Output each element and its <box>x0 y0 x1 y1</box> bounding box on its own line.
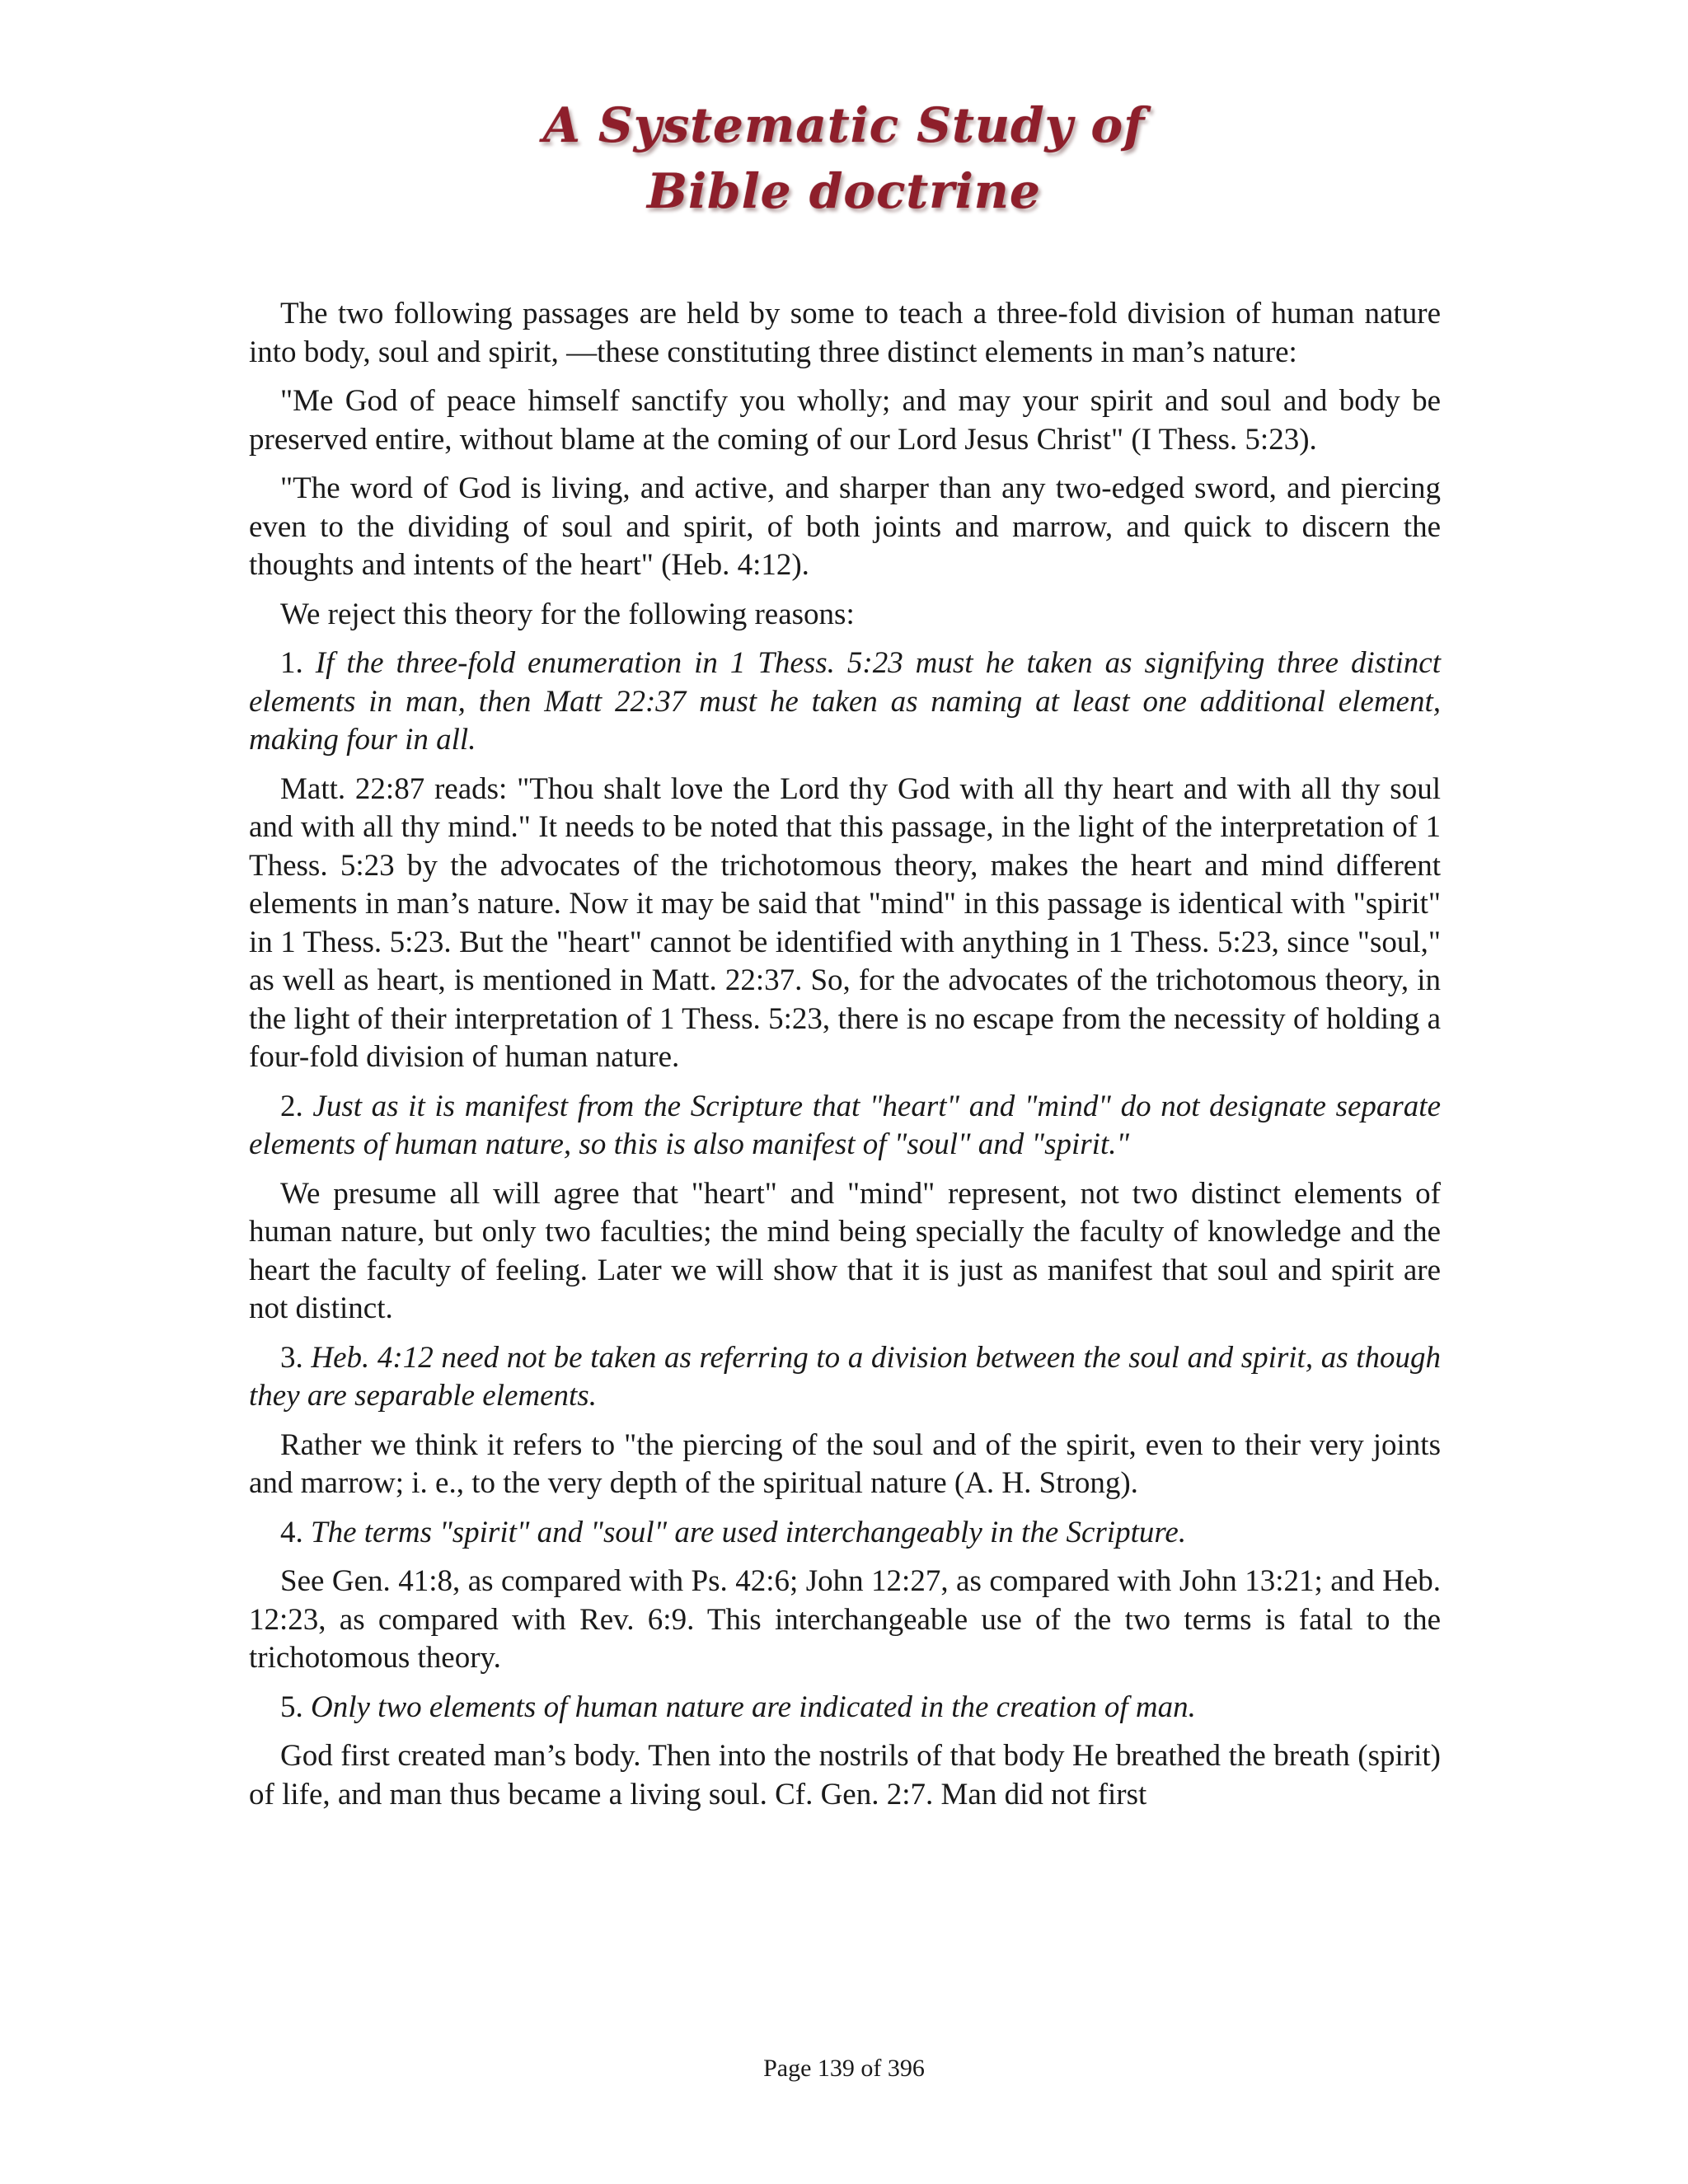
point-number: 1. <box>280 646 303 680</box>
paragraph: Matt. 22:87 reads: "Thou shalt love the Lord thy God with all thy heart and with all thy soul and with all thy mind." It needs to be noted that this passage, in the light of the interpretation of 1 Thess. 5:23 by the advocates of the trichotomous theory, makes the heart and mind different elements in man’s nature. Now it may be said that "mind" in this passage is identical with "spirit" in 1 Thess. 5:23. But the "heart" cannot be identified with anything in 1 Thess. 5:23, since "soul," as well as heart, is mentioned in Matt. 22:37. So, for the advocates of the trichotomous theory, in the light of their interpretation of 1 Thess. 5:23, there is no escape from the necessity of holding a four-fold division of human nature. <box>249 771 1441 1074</box>
point-number: 2. <box>280 1089 303 1123</box>
page-body <box>249 295 1441 1825</box>
point-number: 3. <box>280 1340 303 1375</box>
paragraph: We reject this theory for the following reasons: <box>280 597 855 631</box>
paragraph: The two following passages are held by some to teach a three-fold division of human nature into body, soul and spirit, —these constituting three distinct elements in man’s nature: <box>249 297 1441 369</box>
logo-line-1: A Systematic Study of <box>542 97 1146 153</box>
paragraph: Rather we think it refers to "the piercing of the soul and of the spirit, even to their very joints and marrow; i. e., to the very depth of the spiritual nature (A. H. Strong). <box>249 1427 1441 1500</box>
point-heading: The terms "spirit" and "soul" are used interchangeably in the Scripture. <box>311 1515 1187 1549</box>
paragraph: See Gen. 41:8, as compared with Ps. 42:6; John 12:27, as compared with John 13:21; and Heb. 12:23, as compared with Rev. 6:9. This interchangeable use of the two terms is fatal to the trichotomous theory. <box>249 1564 1441 1675</box>
numbered-point <box>249 1514 1441 1553</box>
point-number: 5. <box>280 1690 303 1724</box>
numbered-point <box>249 1339 1441 1416</box>
book-title-logo <box>0 92 1688 224</box>
paragraph: God first created man’s body. Then into the nostrils of that body He breathed the breath (spirit) of life, and man thus became a living soul. Cf. Gen. 2:7. Man did not first <box>249 1739 1441 1811</box>
numbered-point <box>249 644 1441 760</box>
point-heading: Just as it is manifest from the Scripture that "heart" and "mind" do not designate separate elements of human nature, so this is also manifest of "soul" and "spirit." <box>249 1089 1441 1161</box>
quotation-paragraph: "The word of God is living, and active, and sharper than any two-edged sword, and piercing even to the dividing of soul and spirit, of both joints and marrow, and quick to discern the thoughts and intents of the heart" (Heb. 4:12). <box>249 471 1441 582</box>
point-heading: Heb. 4:12 need not be taken as referring to a division between the soul and spirit, as though they are separable elements. <box>249 1340 1442 1413</box>
numbered-point <box>249 1088 1441 1165</box>
logo-line-2: Bible doctrine <box>647 163 1041 219</box>
paragraph: We presume all will agree that "heart" and "mind" represent, not two distinct elements of human nature, but only two faculties; the mind being specially the faculty of knowledge and the heart the faculty of feeling. Later we will show that it is just as manifest that soul and spirit are not distinct. <box>249 1176 1441 1325</box>
page-number: Page 139 of 396 <box>763 2055 925 2082</box>
numbered-point <box>249 1689 1441 1727</box>
point-heading: Only two elements of human nature are indicated in the creation of man. <box>311 1690 1196 1724</box>
quotation-paragraph: "Me God of peace himself sanctify you wholly; and may your spirit and soul and body be preserved entire, without blame at the coming of our Lord Jesus Christ" (I Thess. 5:23). <box>249 384 1441 457</box>
point-number: 4. <box>280 1515 303 1549</box>
point-heading: If the three-fold enumeration in 1 Thess. 5:23 must he taken as signifying three distinct elements in man, then Matt 22:37 must he taken as naming at least one additional element, making four in all. <box>249 646 1442 757</box>
